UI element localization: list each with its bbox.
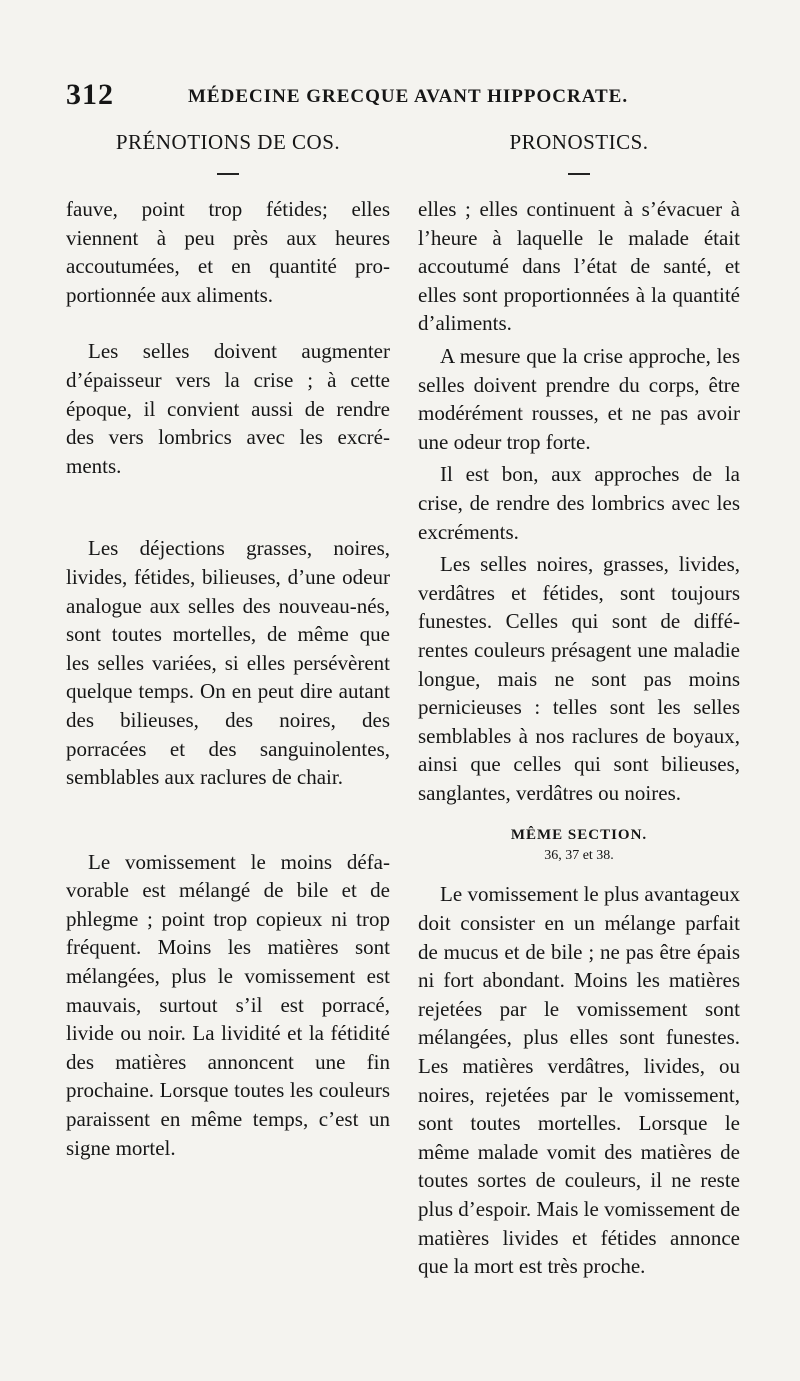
right-paragraph: elles ; elles continuent à s’évacuer à l’heure à laquelle le malade était accoutumé dans l’état de santé, et elles sont proportionnées à la quantité d’aliments. (418, 197, 740, 336)
left-column-title: PRÉNOTIONS DE COS. (115, 130, 341, 154)
running-head: MÉDECINE GRECQUE AVANT HIPPOCRATE. (188, 86, 629, 107)
right-paragraph: A mesure que la crise approche, les selles doivent prendre du corps, être modérément rousses, et ne pas avoir une odeur trop forte. (418, 343, 740, 454)
left-paragraph: Les déjections grasses, noires, livides, fétides, bilieuses, d’une odeur analogue aux selles des nouveau-nés, sont toutes mortelles, de même que les selles variées, si elles persévèrent quelque temps. On en peut dire autant des bilieuses, des noires, des porracées et des sanguinolentes, semblables aux raclures de chair. (66, 536, 390, 790)
page-header (66, 78, 770, 118)
left-column (66, 130, 390, 1162)
right-paragraph: Il est bon, aux approches de la crise, de rendre des lombrics avec les excréments. (418, 462, 740, 544)
title-rule (217, 173, 239, 175)
section-heading: MÊME SECTION. (510, 827, 648, 844)
right-column-title: PRONOSTICS. (509, 130, 649, 154)
right-column (418, 130, 740, 1281)
page-number: 312 (66, 78, 114, 111)
section-numbers: 36, 37 et 38. (544, 848, 614, 864)
right-paragraph: Le vomissement le plus avantageux doit consister en un mélange parfait de mucus et de bile ; ne pas être épais ni fort abondant. Moins les matières rejetées par le vomissement sont mélangées, plus elles sont funestes. Les matières verdâtres, livides, ou noires, rejetées par le vomissement, sont toutes mortelles. Lorsque le même malade vomit des matières de toutes sortes de couleurs, il ne reste plus d’espoir. Mais le vomissement de matières livides et fétides annonce que la mort est très proche. (418, 882, 740, 1279)
left-paragraph: Les selles doivent augmenter d’épaisseur vers la crise ; à cette époque, il convient aussi de rendre des vers lombrics avec les excréments. (66, 339, 390, 478)
section-block (418, 827, 740, 864)
right-paragraph: Les selles noires, grasses, livides, verdâtres et fétides, sont toujours funestes. Celles qui sont de différentes couleurs présagent une maladie longue, mais ne sont pas moins pernicieuses : telles sont les selles semblables à nos raclures de boyaux, ainsi que celles qui sont bilieuses, sanglantes, verdâtres ou noires. (418, 552, 740, 805)
left-paragraph: Le vomissement le moins défavorable est mélangé de bile et de phlegme ; point trop copieux ni trop fréquent. Moins les matières sont mélangées, plus le vomissement est mauvais, surtout s’il est porracé, livide ou noir. La lividité et la fétidité des matières annoncent une fin prochaine. Lorsque toutes les couleurs paraissent en même temps, c’est un signe mortel. (66, 849, 390, 1160)
title-rule (568, 173, 590, 175)
left-paragraph: fauve, point trop fétides; elles viennent à peu près aux heures accoutumées, et en quantité proportionnée aux aliments. (66, 197, 390, 307)
